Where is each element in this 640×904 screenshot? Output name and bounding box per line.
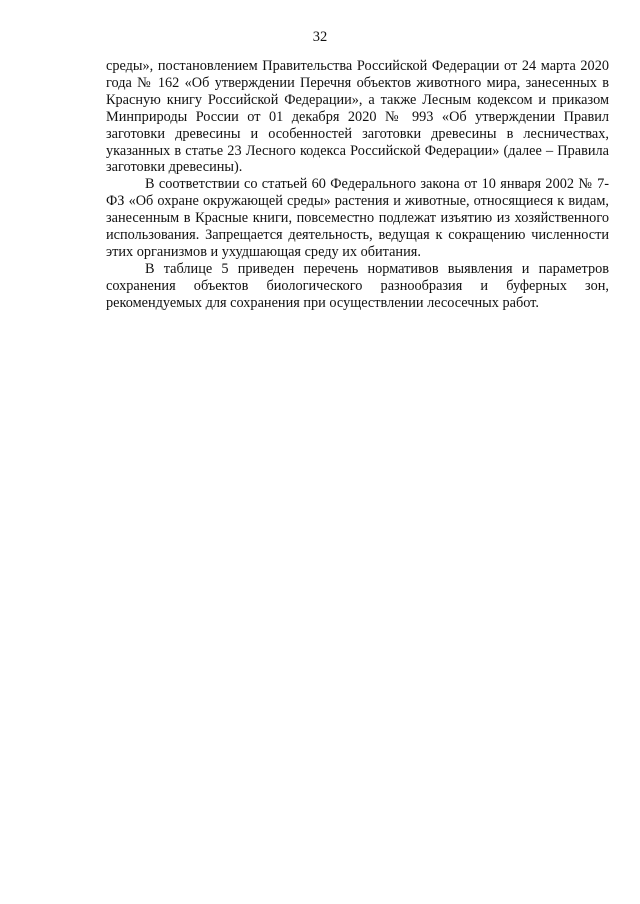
paragraph-continuation: среды», постановлением Правительства Российской Федерации от 24 марта 2020 года № 162 «Об утверждении Перечня объектов животного мира, занесенных в Красную книгу Российской Федерации», а также Лесным кодексом и приказом Минприроды России от 01 декабря 2020 № 993 «Об утверждении Правил заготовки древесины и особенностей заготовки древесины в лесничествах, указанных в статье 23 Лесного кодекса Российской Федерации» (далее – Правила заготовки древесины). (106, 58, 609, 176)
paragraph-article-60: В соответствии со статьей 60 Федерального закона от 10 января 2002 № 7-ФЗ «Об охране окружающей среды» растения и животные, относящиеся к видам, занесенным в Красные книги, повсеместно подлежат изъятию из хозяйственного использования. Запрещается деятельность, ведущая к сокращению численности этих организмов и ухудшающая среду их обитания. (106, 176, 609, 260)
body-text (106, 58, 609, 312)
paragraph-table-5-reference: В таблице 5 приведен перечень нормативов выявления и параметров сохранения объектов биологического разнообразия и буферных зон, рекомендуемых для сохранения при осуществлении лесосечных работ. (106, 260, 609, 311)
page-number: 32 (312, 29, 328, 45)
